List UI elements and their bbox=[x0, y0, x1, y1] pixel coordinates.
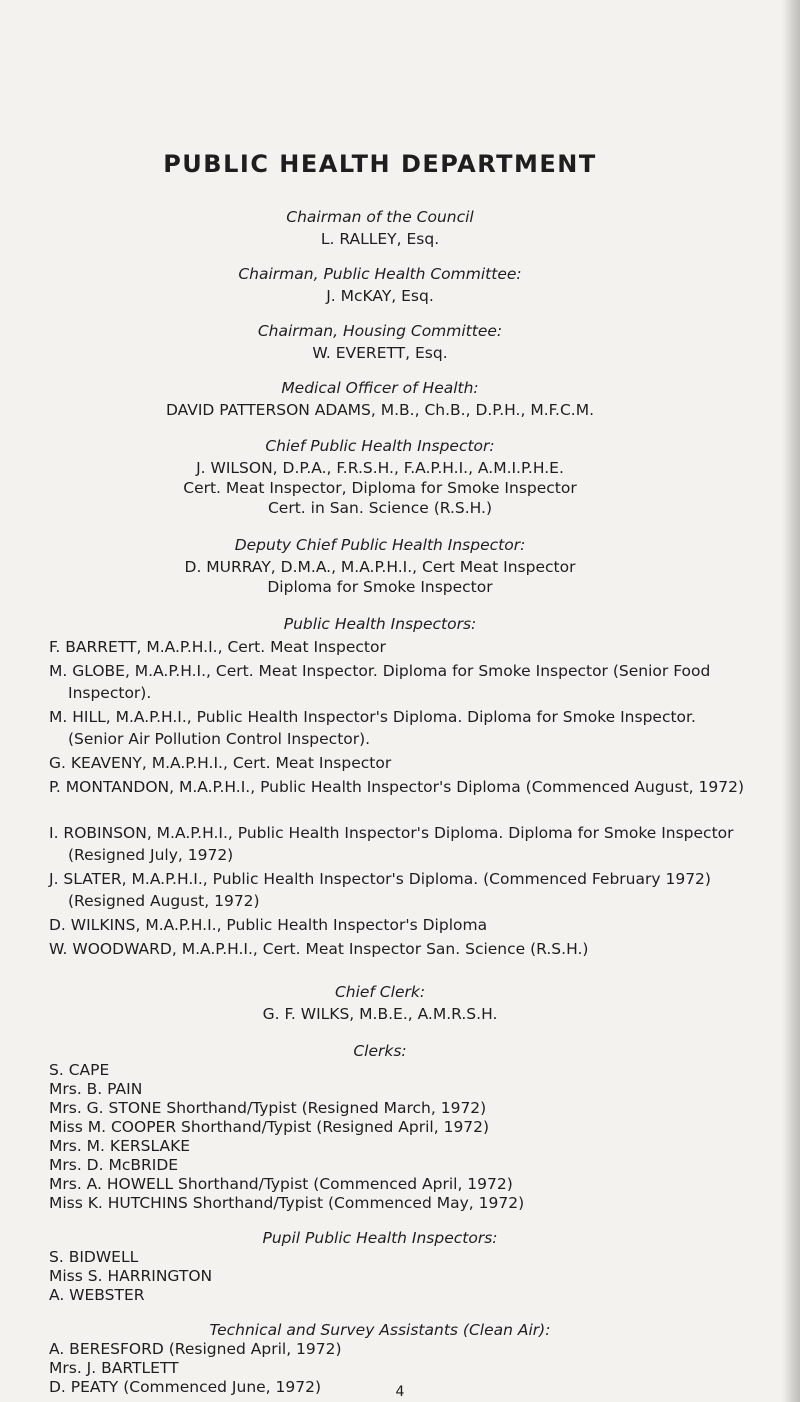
pupil-entry: Miss S. HARRINGTON bbox=[49, 1267, 213, 1285]
chief-inspector-role: Chief Public Health Inspector: bbox=[265, 437, 495, 455]
deputy-inspector-role: Deputy Chief Public Health Inspector: bbox=[234, 536, 526, 554]
inspector-entry: P. MONTANDON, M.A.P.H.I., Public Health Inspector's Diploma (Commenced August, 1972) bbox=[49, 778, 744, 796]
inspectors-heading: Public Health Inspectors: bbox=[283, 615, 477, 633]
inspector-entry: M. HILL, M.A.P.H.I., Public Health Inspector's Diploma. Diploma for Smoke Inspector. (Senior Air Pollution Control Inspector). bbox=[49, 708, 696, 748]
pupil-entry: A. WEBSTER bbox=[49, 1286, 145, 1304]
inspector-entry: I. ROBINSON, M.A.P.H.I., Public Health Inspector's Diploma. Diploma for Smoke Inspector (Resigned July, 1972) bbox=[49, 824, 734, 864]
clerk-entry: Mrs. G. STONE Shorthand/Typist (Resigned March, 1972) bbox=[49, 1099, 487, 1117]
inspector-entry: G. KEAVENY, M.A.P.H.I., Cert. Meat Inspector bbox=[49, 754, 392, 772]
technical-entry: D. PEATY (Commenced June, 1972) bbox=[49, 1378, 322, 1396]
council-chairman-role: Chairman of the Council bbox=[286, 208, 474, 226]
medical-officer-role: Medical Officer of Health: bbox=[281, 379, 479, 397]
inspector-entry: D. WILKINS, M.A.P.H.I., Public Health Inspector's Diploma bbox=[49, 916, 488, 934]
inspector-entry: J. SLATER, M.A.P.H.I., Public Health Inspector's Diploma. (Commenced February 1972) (Resigned August, 1972) bbox=[49, 870, 711, 910]
chief-clerk-role: Chief Clerk: bbox=[334, 983, 426, 1001]
page-edge-shadow bbox=[782, 0, 800, 1402]
page-title: PUBLIC HEALTH DEPARTMENT bbox=[163, 150, 597, 178]
chief-clerk-name: G. F. WILKS, M.B.E., A.M.R.S.H. bbox=[262, 1005, 498, 1023]
inspector-entry: F. BARRETT, M.A.P.H.I., Cert. Meat Inspector bbox=[49, 638, 386, 656]
clerk-entry: Mrs. M. KERSLAKE bbox=[49, 1137, 191, 1155]
clerk-entry: Mrs. B. PAIN bbox=[49, 1080, 143, 1098]
council-chairman-name: L. RALLEY, Esq. bbox=[320, 230, 440, 248]
deputy-inspector-line: D. MURRAY, D.M.A., M.A.P.H.I., Cert Meat Inspector bbox=[184, 558, 576, 576]
chief-inspector-line: Cert. in San. Science (R.S.H.) bbox=[267, 499, 493, 517]
chief-inspector-line: Cert. Meat Inspector, Diploma for Smoke Inspector bbox=[183, 479, 577, 497]
health-committee-chairman-name: J. McKAY, Esq. bbox=[326, 287, 434, 305]
clerk-entry: Mrs. D. McBRIDE bbox=[49, 1156, 179, 1174]
clerk-entry: Mrs. A. HOWELL Shorthand/Typist (Commenced April, 1972) bbox=[49, 1175, 513, 1193]
deputy-inspector-line: Diploma for Smoke Inspector bbox=[267, 578, 493, 596]
clerk-entry: S. CAPE bbox=[49, 1061, 110, 1079]
inspector-entry: W. WOODWARD, M.A.P.H.I., Cert. Meat Inspector San. Science (R.S.H.) bbox=[49, 940, 589, 958]
pupils-heading: Pupil Public Health Inspectors: bbox=[262, 1229, 498, 1247]
page-number: 4 bbox=[395, 1384, 405, 1400]
technical-heading: Technical and Survey Assistants (Clean Air): bbox=[209, 1321, 551, 1339]
clerks-heading: Clerks: bbox=[353, 1042, 407, 1060]
inspector-entry: M. GLOBE, M.A.P.H.I., Cert. Meat Inspector. Diploma for Smoke Inspector (Senior Food Inspector). bbox=[49, 662, 711, 702]
technical-entry: Mrs. J. BARTLETT bbox=[49, 1359, 179, 1377]
chief-inspector-line: J. WILSON, D.P.A., F.R.S.H., F.A.P.H.I., A.M.I.P.H.E. bbox=[196, 459, 564, 477]
medical-officer-name: DAVID PATTERSON ADAMS, M.B., Ch.B., D.P.H., M.F.C.M. bbox=[165, 401, 595, 419]
clerk-entry: Miss M. COOPER Shorthand/Typist (Resigned April, 1972) bbox=[49, 1118, 490, 1136]
clerk-entry: Miss K. HUTCHINS Shorthand/Typist (Commenced May, 1972) bbox=[49, 1194, 525, 1212]
housing-committee-chairman-name: W. EVERETT, Esq. bbox=[312, 344, 448, 362]
pupil-entry: S. BIDWELL bbox=[49, 1248, 139, 1266]
health-committee-chairman-role: Chairman, Public Health Committee: bbox=[238, 265, 522, 283]
housing-committee-chairman-role: Chairman, Housing Committee: bbox=[257, 322, 503, 340]
technical-entry: A. BERESFORD (Resigned April, 1972) bbox=[49, 1340, 342, 1358]
